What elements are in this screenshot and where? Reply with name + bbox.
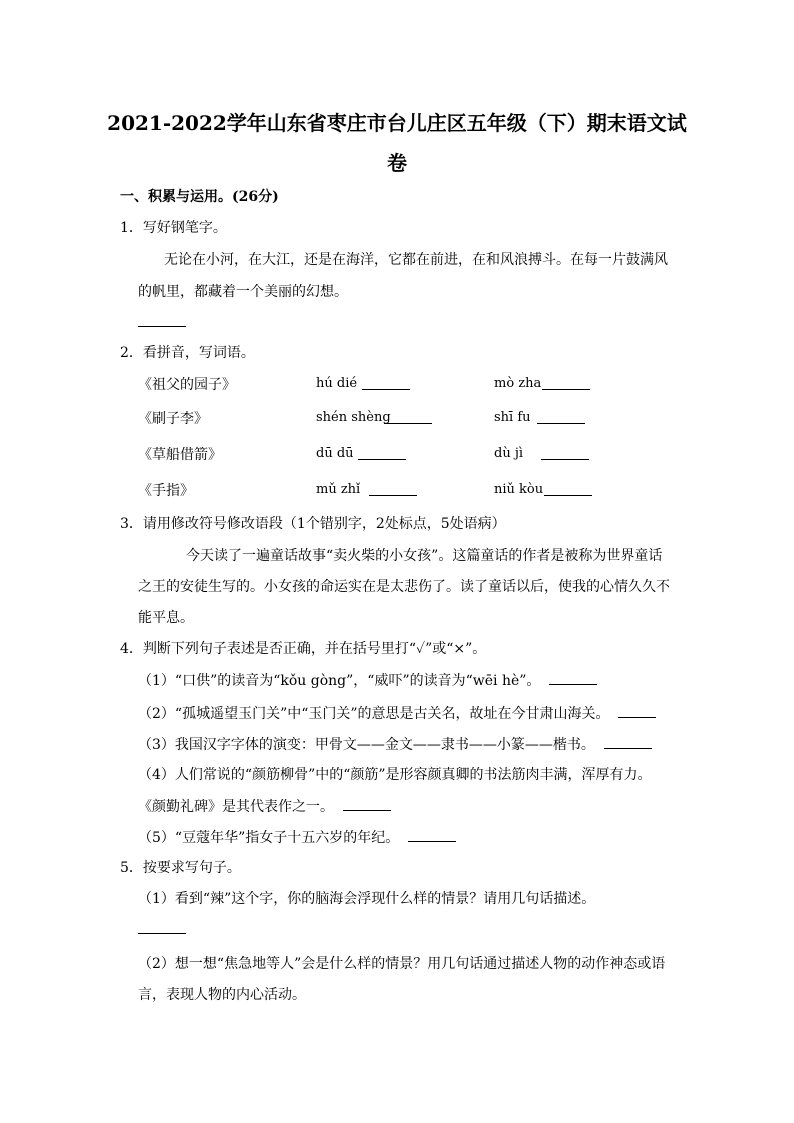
pinyin: mǔ zhǐ [316,482,361,497]
question-1-text: 无论在小河，在大江，还是在海洋，它都在前进，在和风浪搏斗。在每一片鼓满风 [164,252,668,268]
question-5-item: 言，表现人物的内心活动。 [138,987,306,1003]
judge-item-text: （5）“豆蔻年华”指女子十五六岁的年纪。 [138,830,400,846]
answer-blank[interactable] [542,375,590,394]
judge-item-text: （3）我国汉字字体的演变：甲骨文——金文——隶书——小篆——楷书。 [138,737,595,753]
question-4-label: 4．判断下列句子表述是否正确，并在括号里打“✓”或“×”。 [120,641,487,657]
pinyin: shī fu [494,410,531,425]
question-5-label: 5．按要求写句子。 [120,860,241,876]
answer-blank[interactable] [369,481,417,500]
pinyin: hú dié [316,376,358,391]
question-3-text: 之王的安徒生写的。小女孩的命运实在是太悲伤了。读了童话以后，使我的心情久久不 [138,579,670,595]
judge-item-text: （1）“口供”的读音为“kǒu gòng”，“威吓”的读音为“wēi hè”。 [138,673,541,689]
book-title: 《刷子李》 [138,411,208,427]
judge-item [138,734,652,755]
judge-item-text: 《颜勤礼碑》是其代表作之一。 [138,799,334,815]
judge-item [138,703,656,724]
answer-blank[interactable] [544,481,592,500]
question-3-label: 3．请用修改符号修改语段（1个错别字，2处标点，5处语病） [120,516,506,532]
pinyin: dū dū [316,446,354,461]
answer-blank[interactable] [138,919,186,938]
question-5-item: （2）想一想“焦急地等人”会是什么样的情景？用几句话通过描述人物的动作神态或语 [138,956,666,972]
question-2-label: 2．看拼音，写词语。 [120,345,255,361]
section-heading: 一、积累与运用。(26分) [120,189,279,205]
answer-blank[interactable] [541,445,589,464]
pinyin: niǔ kòu [494,482,544,497]
answer-blank[interactable] [362,375,410,394]
answer-blank[interactable] [358,445,406,464]
book-title: 《手指》 [138,483,194,499]
question-3-text: 能平息。 [138,610,194,626]
question-1-label: 1．写好钢笔字。 [120,220,227,236]
judge-item-text: （4）人们常说的“颜筋柳骨”中的“颜筋”是形容颜真卿的书法筋肉丰满，浑厚有力。 [138,767,652,783]
answer-blank[interactable] [549,670,597,685]
question-3-text: 今天读了一遍童话故事“卖火柴的小女孩”。这篇童话的作者是被称为世界童话 [186,548,663,564]
answer-blank[interactable] [618,703,656,718]
answer-blank[interactable] [408,827,456,842]
judge-item [138,827,456,848]
pinyin: mò zha [494,376,542,391]
answer-blank[interactable] [343,796,391,811]
judge-item [138,670,597,691]
judge-item [138,796,391,817]
exam-title-line2: 卷 [387,151,407,175]
book-title: 《祖父的园子》 [138,377,236,393]
answer-blank[interactable] [537,409,585,428]
book-title: 《草船借箭》 [138,447,222,463]
pinyin: dù jì [494,446,524,461]
question-5-item: （1）看到“辣”这个字，你的脑海会浮现什么样的情景？请用几句话描述。 [138,891,596,907]
answer-blank[interactable] [384,409,432,428]
answer-blank[interactable] [138,312,186,331]
pinyin: shén shèng [316,410,391,425]
answer-blank[interactable] [604,734,652,749]
question-1-text: 的帆里，都藏着一个美丽的幻想。 [138,284,348,300]
judge-item-text: （2）“孤城遥望玉门关”中“玉门关”的意思是古关名，故址在今甘肃山海关。 [138,706,610,722]
exam-title-line1: 2021-2022学年山东省枣庄市台儿庄区五年级（下）期末语文试 [107,111,687,135]
